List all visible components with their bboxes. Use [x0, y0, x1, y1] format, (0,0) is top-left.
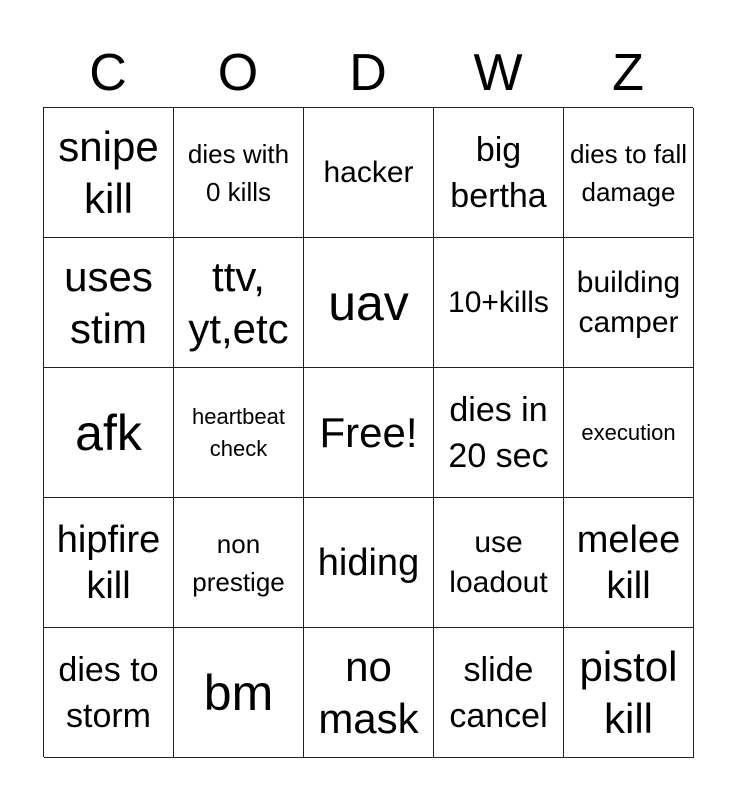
bingo-cell[interactable]	[174, 368, 304, 498]
bingo-cell[interactable]	[564, 238, 694, 368]
bingo-cell-label: heartbeat check	[192, 403, 285, 461]
bingo-cell-label: Free!	[319, 408, 418, 456]
bingo-cell[interactable]	[564, 628, 694, 758]
bingo-cell[interactable]	[564, 108, 694, 238]
bingo-cell-label: pistol kill	[579, 642, 678, 742]
bingo-cell-label: slide cancel	[449, 650, 548, 735]
bingo-cell[interactable]	[434, 628, 564, 758]
bingo-cell[interactable]	[564, 498, 694, 628]
bingo-cell-label: uav	[328, 274, 409, 331]
bingo-cell[interactable]	[304, 368, 434, 498]
header-letter: D	[349, 44, 387, 102]
bingo-cell[interactable]	[304, 108, 434, 238]
bingo-cell-label: snipe kill	[58, 122, 159, 222]
bingo-cell-label: uses stim	[64, 252, 153, 352]
bingo-cell[interactable]	[174, 628, 304, 758]
bingo-cell[interactable]	[304, 498, 434, 628]
header-letter: Z	[612, 44, 644, 102]
header-letter: O	[217, 44, 259, 102]
bingo-cell[interactable]	[434, 108, 564, 238]
bingo-cell-label: dies in 20 sec	[448, 390, 549, 475]
bingo-cell[interactable]	[434, 368, 564, 498]
bingo-cell-label: afk	[75, 404, 142, 461]
bingo-cell-label: dies with 0 kills	[187, 138, 290, 207]
bingo-cell-label: execution	[581, 419, 676, 445]
bingo-header	[43, 40, 693, 106]
bingo-cell[interactable]	[44, 498, 174, 628]
bingo-cell[interactable]	[304, 628, 434, 758]
bingo-grid	[43, 107, 693, 757]
bingo-cell-label: ttv, yt,etc	[188, 252, 289, 352]
bingo-cell-label: dies to fall damage	[569, 138, 688, 207]
bingo-cell[interactable]	[44, 238, 174, 368]
bingo-cell[interactable]	[434, 238, 564, 368]
bingo-cell[interactable]	[304, 238, 434, 368]
bingo-cell-label: dies to storm	[58, 650, 159, 735]
bingo-cell-label: big bertha	[450, 130, 547, 215]
bingo-cell-label: melee kill	[576, 518, 681, 607]
bingo-cell[interactable]	[44, 368, 174, 498]
bingo-cell-label: hacker	[323, 155, 414, 189]
header-letter: W	[473, 44, 523, 102]
bingo-cell-label: 10+kills	[448, 285, 549, 319]
header-letter: C	[89, 44, 127, 102]
bingo-cell-label: non prestige	[192, 528, 285, 597]
bingo-cell[interactable]	[44, 108, 174, 238]
bingo-cell-label: hipfire kill	[56, 518, 161, 607]
bingo-cell[interactable]	[564, 368, 694, 498]
bingo-cell[interactable]	[174, 498, 304, 628]
bingo-cell[interactable]	[44, 628, 174, 758]
bingo-cell-label: hiding	[317, 541, 420, 584]
bingo-cell[interactable]	[434, 498, 564, 628]
bingo-cell-label: building camper	[576, 265, 681, 339]
bingo-cell[interactable]	[174, 238, 304, 368]
bingo-cell-label: bm	[203, 664, 274, 721]
bingo-cell-label: no mask	[318, 642, 419, 742]
bingo-cell[interactable]	[174, 108, 304, 238]
bingo-cell-label: use loadout	[449, 525, 548, 599]
